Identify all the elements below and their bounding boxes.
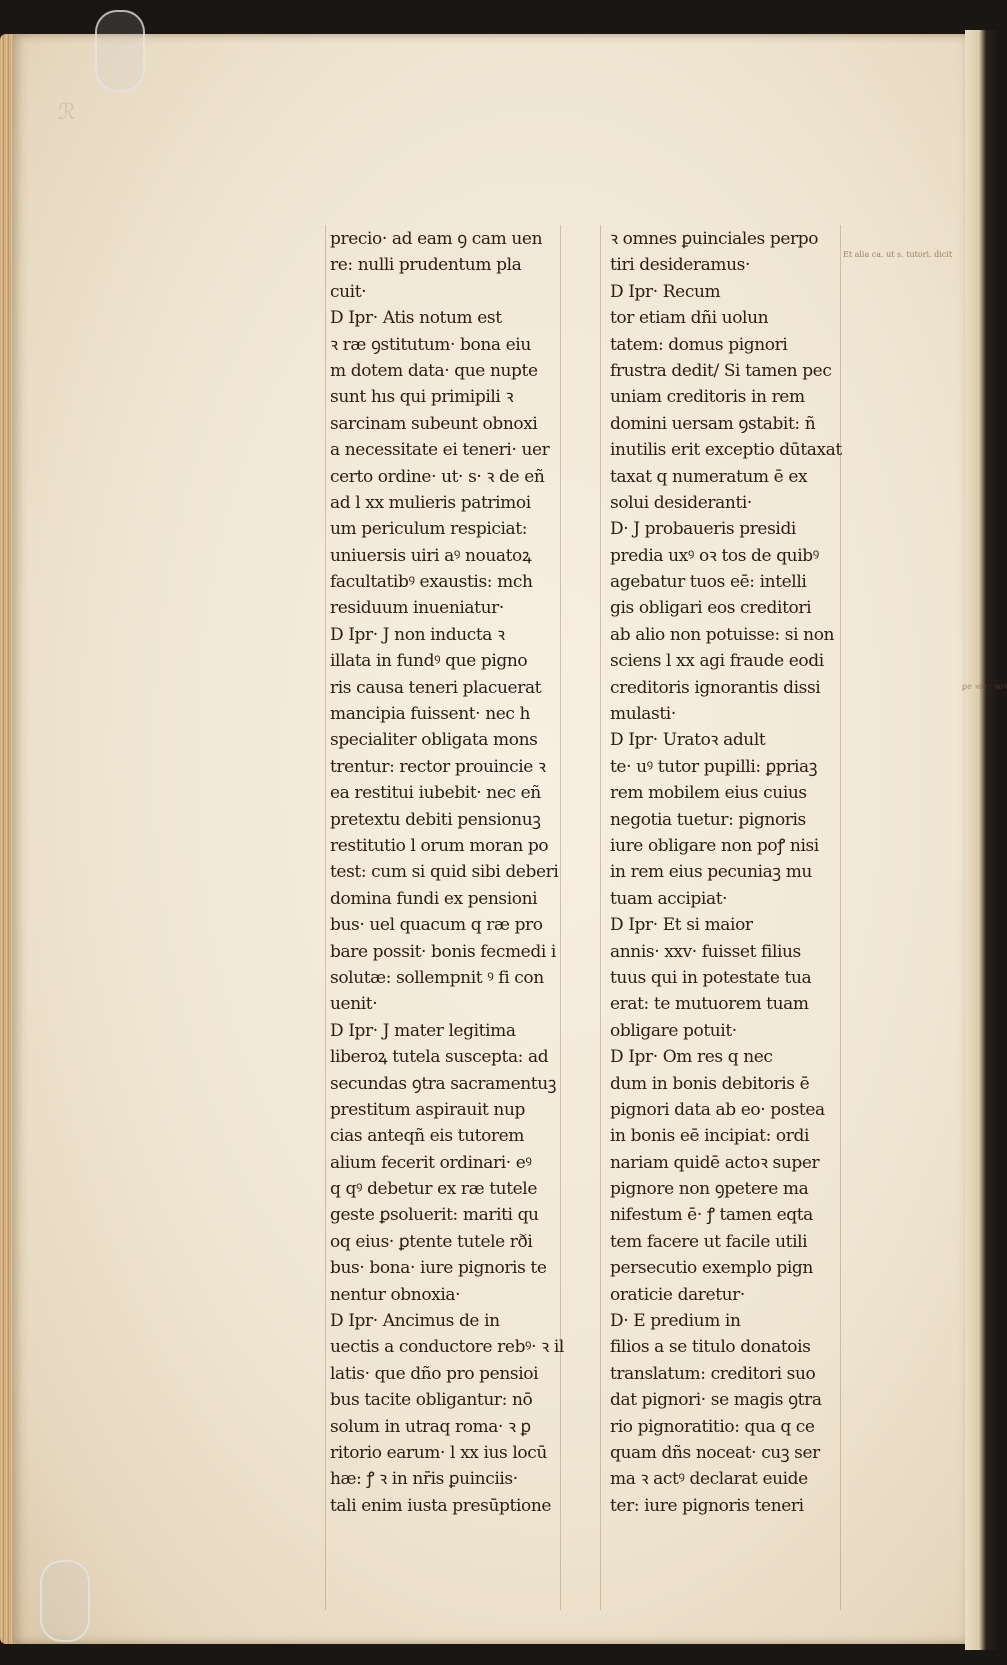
text-line: in rem eius pecuniaꝫ mu — [610, 862, 812, 883]
text-line: ter: iure pignoris teneri — [610, 1495, 804, 1516]
marginal-note-mid: ꝑe ꝛoꝛ · ꝛoꝛ — [962, 682, 1007, 691]
paperclip-top-icon — [95, 10, 145, 92]
text-line: illata in fundꝰ que pigno — [330, 651, 528, 672]
text-line: iure obligare non poꝭ nisi — [610, 835, 819, 856]
text-line: tem facere ut facile utili — [610, 1231, 808, 1252]
text-line: solum in utraq roma· ꝛ ꝑ — [330, 1416, 531, 1437]
text-line: bus· bona· iure pignoris te — [330, 1258, 547, 1279]
text-line: D Ipr· Atis notum est — [330, 308, 502, 329]
text-line: pignore non ꝯpetere ma — [610, 1179, 809, 1200]
text-line: ꝛ omnes ꝑuinciales perpo — [610, 229, 819, 249]
text-line: bare possit· bonis fecmedi i — [330, 941, 556, 962]
text-line: geste ꝑsoluerit: mariti qu — [330, 1205, 539, 1226]
text-line: ritorio earum· l xx ius locū — [330, 1442, 547, 1463]
marginal-note-top: Et alia ca. ut s. tutori. dicit — [843, 250, 953, 259]
text-column-right — [610, 226, 840, 1519]
text-line: oq eius· ꝑtente tutele rði — [330, 1231, 533, 1252]
text-line: restitutio l orum moran po — [330, 835, 549, 856]
text-line: certo ordine· ut· s· ꝛ de eñ — [330, 466, 545, 487]
text-line: cuit· — [330, 281, 367, 302]
text-line: annis· xxv· fuisset filius — [610, 941, 801, 962]
text-line: D Ipr· J mater legitima — [330, 1020, 516, 1041]
text-line: erat: te mutuorem tuam — [610, 994, 809, 1015]
paperclip-bottom-icon — [40, 1560, 90, 1642]
text-line: frustra dedit/ Si tamen pec — [610, 360, 832, 381]
text-line: facultatibꝰ exaustis: mch — [330, 572, 533, 593]
text-line: re: nulli prudentum pla — [330, 255, 522, 276]
text-line: latis· que dño pro pensioi — [330, 1363, 539, 1384]
text-line: test: cum si quid sibi deberi — [330, 862, 559, 883]
text-line: bus· uel quacum q ræ pro — [330, 915, 543, 936]
text-line: tiri desideramus· — [610, 255, 750, 276]
text-line: D Ipr· Recum — [610, 281, 721, 302]
text-line: specialiter obligata mons — [330, 730, 538, 751]
text-line: trentur: rector prouincie ꝛ — [330, 756, 546, 777]
text-line: taxat q numeratum ē ex — [610, 466, 808, 487]
text-line: agebatur tuos eē: intelli — [610, 572, 807, 593]
text-line: pretextu debiti pensionuꝫ — [330, 809, 541, 830]
text-line: a necessitate ei teneri· uer — [330, 440, 550, 461]
text-line: negotia tuetur: pignoris — [610, 809, 806, 830]
text-line: solui desideranti· — [610, 492, 752, 513]
text-line: dat pignori· se magis ꝯtra — [610, 1390, 822, 1411]
text-line: prestitum aspirauit nup — [330, 1099, 526, 1120]
text-line: um periculum respiciat: — [330, 519, 528, 540]
text-line: quam dñs noceat· cuꝫ ser — [610, 1442, 820, 1463]
text-line: ab alio non potuisse: si non — [610, 624, 835, 645]
text-line: nariam quidē actoꝛ super — [610, 1152, 820, 1173]
text-line: tuus qui in potestate tua — [610, 967, 812, 988]
text-line: translatum: creditori suo — [610, 1363, 816, 1384]
text-line: oraticie daretur· — [610, 1284, 745, 1305]
text-line: hæ: ꝭ ꝛ in nr̄is ꝑuinciis· — [330, 1469, 518, 1490]
text-line: precio· ad eam ꝯ cam uen — [330, 229, 543, 249]
text-line: nentur obnoxia· — [330, 1284, 461, 1305]
text-line: ma ꝛ actꝰ declarat euide — [610, 1469, 808, 1490]
text-line: in bonis eē incipiat: ordi — [610, 1126, 809, 1147]
text-line: uniuersis uiri aꝰ nouatoꝝ — [330, 545, 532, 566]
ruling-line — [840, 225, 841, 1610]
text-line: pignori data ab eo· postea — [610, 1099, 825, 1120]
text-line: ea restitui iubebit· nec eñ — [330, 783, 541, 804]
text-line: inutilis erit exceptio dūtaxat — [610, 440, 842, 461]
text-line: sciens l xx agi fraude eodi — [610, 651, 824, 672]
text-line: ad l xx mulieris patrimoi — [330, 492, 531, 513]
text-line: sarcinam subeunt obnoxi — [330, 413, 538, 434]
text-line: secundas ꝯtra sacramentuꝫ — [330, 1073, 557, 1094]
text-line: gis obligari eos creditori — [610, 598, 812, 619]
text-line: q qꝰ debetur ex ræ tutele — [330, 1179, 537, 1200]
text-line: tatem: domus pignori — [610, 334, 788, 355]
text-line: rem mobilem eius cuius — [610, 783, 807, 804]
text-line: D Ipr· Et si maior — [610, 915, 753, 936]
text-column-left — [330, 226, 580, 1519]
text-line: ꝛ ræ ꝯstitutum· bona eiu — [330, 334, 531, 355]
text-line: filios a se titulo donatois — [610, 1337, 811, 1358]
text-line: D· J probaueris presidi — [610, 519, 796, 540]
text-line: te· uꝰ tutor pupilli: ꝑpriaꝫ — [610, 756, 818, 777]
text-line: uenit· — [330, 994, 378, 1015]
text-line: bus tacite obligantur: nō — [330, 1390, 533, 1411]
text-line: D· E predium in — [610, 1311, 741, 1332]
text-line: rio pignoratitio: qua q ce — [610, 1416, 815, 1437]
text-line: residuum inueniatur· — [330, 598, 504, 619]
text-line: solutæ: sollempnit ꝰ fi con — [330, 967, 544, 988]
text-line: ris causa teneri placuerat — [330, 677, 542, 698]
ruling-line — [325, 225, 326, 1610]
text-line: domini uersam ꝯstabit: ñ — [610, 413, 816, 434]
page-right-edge — [965, 30, 1000, 1650]
text-line: predia uxꝰ oꝛ tos de quibꝰ — [610, 545, 819, 566]
text-line: cias anteqñ eis tutorem — [330, 1126, 525, 1147]
text-line: uectis a conductore rebꝰ· ꝛ il — [330, 1337, 564, 1358]
ruling-line — [600, 225, 601, 1610]
text-line: tor etiam dñi uolun — [610, 308, 769, 329]
text-line: obligare potuit· — [610, 1020, 737, 1041]
text-line: domina fundi ex pensioni — [330, 888, 538, 909]
text-line: D Ipr· Uratoꝛ adult — [610, 730, 766, 751]
text-line: tuam accipiat· — [610, 888, 728, 909]
text-line: liberoꝝ tutela suscepta: ad — [330, 1047, 549, 1068]
text-line: sunt hıs qui primipili ꝛ — [330, 387, 514, 408]
faint-stamp-mark: ℛ — [58, 100, 76, 125]
text-line: D Ipr· J non inducta ꝛ — [330, 624, 505, 645]
text-line: creditoris ignorantis dissi — [610, 677, 821, 698]
text-line: mancipia fuissent· nec h — [330, 704, 531, 725]
text-line: uniam creditoris in rem — [610, 387, 805, 408]
text-line: D Ipr· Ancimus de in — [330, 1311, 500, 1332]
text-line: m dotem data· que nupte — [330, 360, 538, 381]
text-line: tali enim iusta presūptione — [330, 1495, 552, 1516]
text-line: nifestum ē· ꝭ tamen eqta — [610, 1205, 813, 1226]
text-line: alium fecerit ordinari· eꝰ — [330, 1152, 532, 1173]
text-line: persecutio exemplo pign — [610, 1258, 813, 1279]
text-line: dum in bonis debitoris ē — [610, 1073, 810, 1094]
text-line: mulasti· — [610, 704, 676, 725]
text-line: D Ipr· Om res q nec — [610, 1047, 773, 1068]
